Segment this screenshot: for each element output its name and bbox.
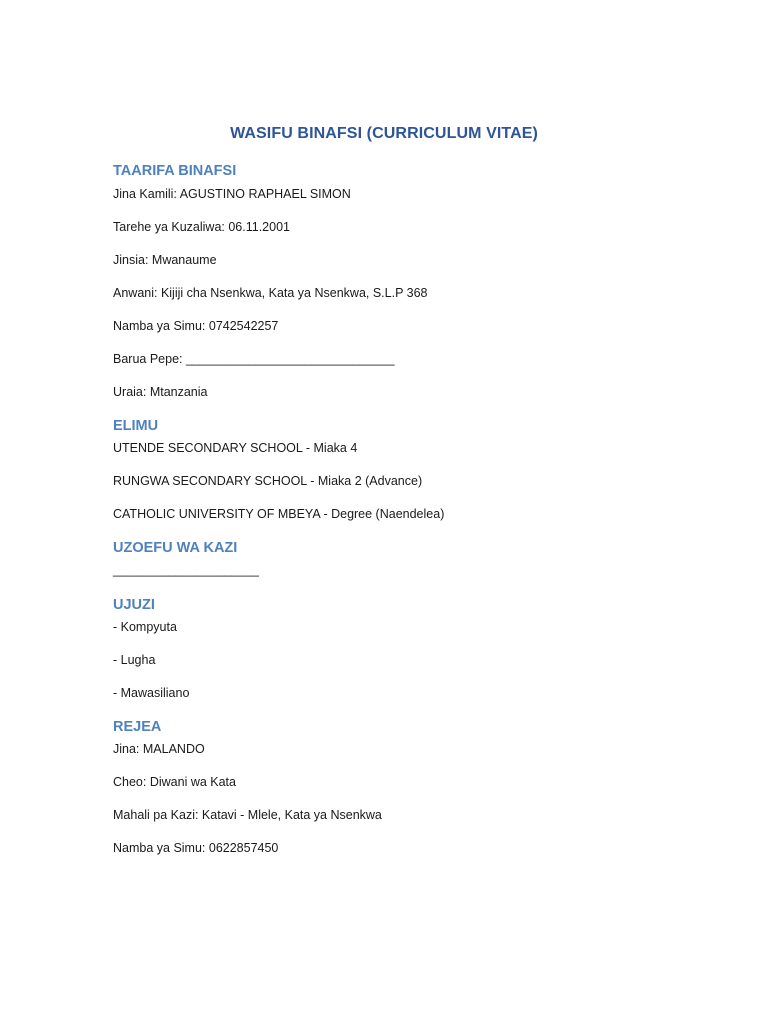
phone-line: Namba ya Simu: 0742542257	[113, 319, 279, 333]
section-heading-skills: UJUZI	[113, 597, 155, 613]
full-name-line: Jina Kamili: AGUSTINO RAPHAEL SIMON	[113, 187, 351, 201]
skill-item: - Kompyuta	[113, 620, 177, 634]
gender-line: Jinsia: Mwanaume	[113, 253, 217, 267]
skill-item: - Mawasiliano	[113, 686, 190, 700]
section-heading-personal-info: TAARIFA BINAFSI	[113, 163, 237, 179]
section-heading-work-experience: UZOEFU WA KAZI	[113, 540, 238, 556]
education-item: UTENDE SECONDARY SCHOOL - Miaka 4	[113, 441, 358, 455]
address-line: Anwani: Kijiji cha Nsenkwa, Kata ya Nsenkwa, S.L.P 368	[113, 286, 428, 300]
reference-title-line: Cheo: Diwani wa Kata	[113, 775, 236, 789]
section-heading-references: REJEA	[113, 719, 162, 735]
document-title: WASIFU BINAFSI (CURRICULUM VITAE)	[230, 125, 538, 142]
birth-date-line: Tarehe ya Kuzaliwa: 06.11.2001	[113, 220, 290, 234]
education-item: CATHOLIC UNIVERSITY OF MBEYA - Degree (Naendelea)	[113, 507, 445, 521]
education-item: RUNGWA SECONDARY SCHOOL - Miaka 2 (Advance)	[113, 474, 423, 488]
email-line: Barua Pepe: ______________________________	[113, 352, 395, 366]
skill-item: - Lugha	[113, 653, 156, 667]
reference-workplace-line: Mahali pa Kazi: Katavi - Mlele, Kata ya Nsenkwa	[113, 808, 382, 822]
reference-name-line: Jina: MALANDO	[113, 742, 205, 756]
work-experience-blank: _____________________	[113, 563, 259, 577]
reference-phone-line: Namba ya Simu: 0622857450	[113, 841, 279, 855]
citizenship-line: Uraia: Mtanzania	[113, 385, 208, 399]
section-heading-education: ELIMU	[113, 418, 159, 434]
